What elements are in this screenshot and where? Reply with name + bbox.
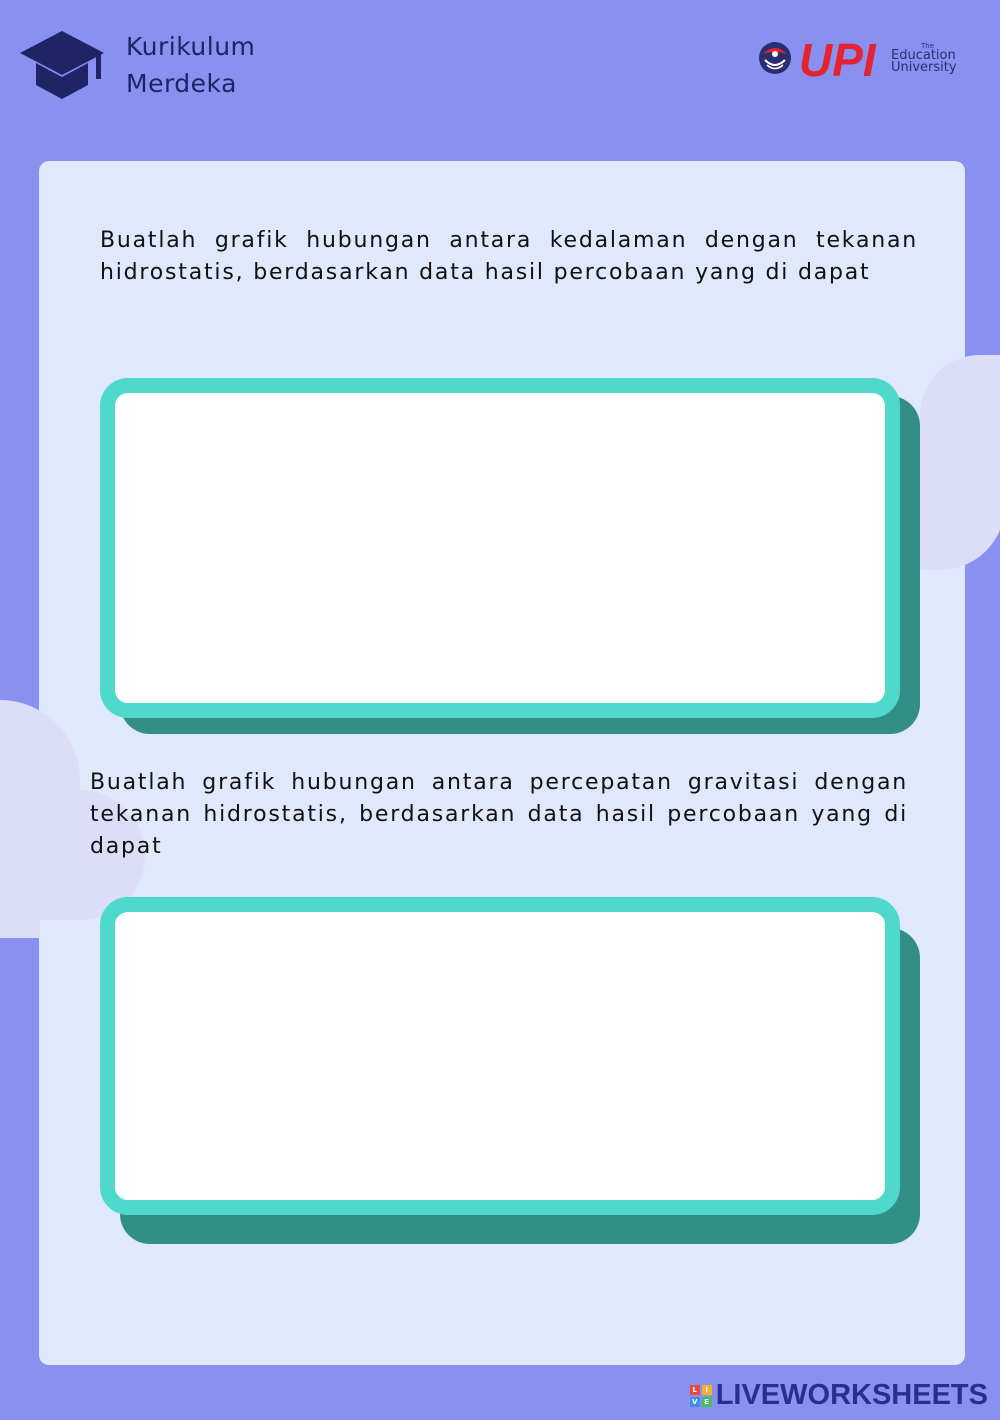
grid-letter-i: I <box>702 1385 712 1395</box>
brand <box>18 28 255 102</box>
university-emblem-icon <box>757 40 793 76</box>
task-1-answer-box[interactable] <box>100 378 900 718</box>
brand-text <box>126 28 255 102</box>
tagline-small: The <box>921 41 935 50</box>
liveworksheets-grid-icon <box>690 1385 712 1407</box>
grid-letter-e: E <box>702 1397 712 1407</box>
grid-letter-l: L <box>690 1385 700 1395</box>
tagline-line-2: University <box>891 59 957 75</box>
graduation-cap-icon <box>18 29 106 101</box>
tagline-line-1: Education <box>891 47 956 63</box>
brand-line-2: Merdeka <box>126 69 237 98</box>
upi-wordmark-text: UPI <box>799 36 876 80</box>
task-2-instruction: Buatlah grafik hubungan antara percepatan gravitasi dengan tekanan hidrostatis, berdasarkan data hasil percobaan yang di dapat <box>90 770 908 859</box>
university-tagline <box>891 43 957 74</box>
liveworksheets-logo <box>690 1379 988 1412</box>
task-2-answer-box[interactable] <box>100 897 900 1215</box>
university-logo <box>757 36 957 80</box>
grid-letter-v: V <box>690 1397 700 1407</box>
upi-wordmark <box>799 36 883 80</box>
brand-line-1: Kurikulum <box>126 32 256 61</box>
task-1-instruction: Buatlah grafik hubungan antara kedalaman dengan tekanan hidrostatis, berdasarkan data hasil percobaan yang di dapat <box>100 228 918 285</box>
liveworksheets-wordmark: LIVEWORKSHEETS <box>715 1379 988 1411</box>
